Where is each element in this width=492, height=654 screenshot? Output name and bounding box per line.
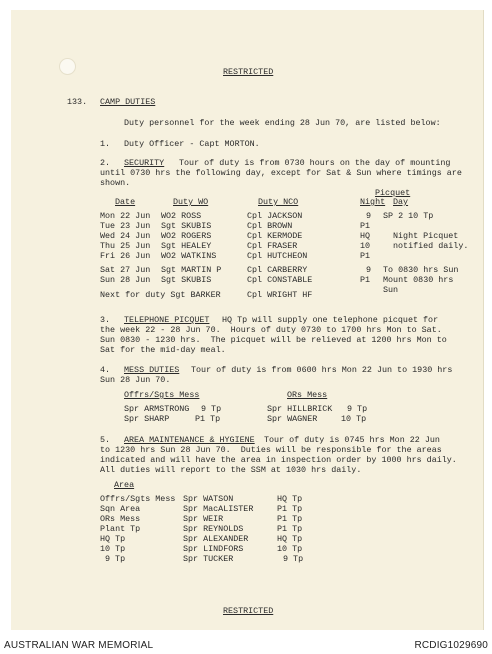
table-row-wo: WO2 WATKINS	[161, 251, 217, 261]
duty-officer-number: 1.	[100, 139, 111, 149]
table-row-wo: Sgt SKUBIS	[161, 275, 212, 285]
table-row-night: P1	[360, 221, 371, 231]
punch-hole	[59, 58, 76, 75]
list-item-tp: 10 Tp	[341, 414, 367, 424]
table-row-wo: Sgt HEALEY	[161, 241, 212, 251]
table-row-date: Tue 23 Jun	[100, 221, 151, 231]
next-for-duty-nco: Cpl WRIGHT HF	[247, 290, 313, 300]
table-row-note: To 0830 hrs Sun	[383, 265, 459, 275]
table-row-nco: Cpl BROWN	[247, 221, 293, 231]
col-duty-nco: Duty NCO	[258, 197, 299, 207]
security-title: SECURITY	[124, 158, 165, 168]
col-date: Date	[115, 197, 136, 207]
table-row-area: Plant Tp	[100, 524, 141, 534]
table-row-name: Spr WEIR	[183, 514, 224, 524]
next-for-duty: Next for duty Sgt BARKER	[100, 290, 221, 300]
telephone-line-3: Sun 0830 - 1230 hrs. The picquet will be relieved at 1200 hrs Mon to	[100, 335, 447, 345]
table-row-note: notified daily.	[393, 241, 469, 251]
area-line-4: All duties will report to the SSM at 1030 hrs daily.	[100, 465, 362, 475]
mess-col1-header: Offrs/Sgts Mess	[124, 390, 200, 400]
area-col-header: Area	[114, 480, 135, 490]
table-row-name: Spr MacALISTER	[183, 504, 254, 514]
telephone-line-1: HQ Tp will supply one telephone picquet for	[222, 315, 439, 325]
list-item-tp: P1 Tp	[195, 414, 221, 424]
table-row-nco: Cpl CARBERRY	[247, 265, 308, 275]
area-line-3: indicated and will have the area in inspection order by 1000 hrs daily.	[100, 455, 457, 465]
section-title: CAMP DUTIES	[100, 97, 156, 107]
list-item: Spr ARMSTRONG	[124, 404, 190, 414]
table-row-tp: HQ Tp	[277, 494, 303, 504]
table-row-tp: P1 Tp	[277, 524, 303, 534]
table-row-date: Sat 27 Jun	[100, 265, 151, 275]
table-row-area: Sqn Area	[100, 504, 141, 514]
list-item: Spr HILLBRICK	[267, 404, 333, 414]
mess-line-1: Tour of duty is from 0600 hrs Mon 22 Jun to 1930 hrs	[191, 365, 453, 375]
col-day: Day	[393, 197, 409, 207]
table-row-nco: Cpl CONSTABLE	[247, 275, 313, 285]
mess-number: 4.	[100, 365, 111, 375]
table-row-night: 9	[366, 265, 372, 275]
table-row-nco: Cpl JACKSON	[247, 211, 303, 221]
mess-title: MESS DUTIES	[124, 365, 180, 375]
table-row-night: 9	[366, 211, 372, 221]
duty-officer-text: Duty Officer - Capt MORTON.	[124, 139, 260, 149]
security-number: 2.	[100, 158, 111, 168]
table-row-date: Thu 25 Jun	[100, 241, 151, 251]
section-intro: Duty personnel for the week ending 28 Jun 70, are listed below:	[124, 118, 441, 128]
table-row-name: Spr TUCKER	[183, 554, 234, 564]
table-row-night: P1	[360, 275, 371, 285]
table-row-date: Fri 26 Jun	[100, 251, 151, 261]
table-row-nco: Cpl HUTCHEON	[247, 251, 308, 261]
table-row-tp: 9 Tp	[283, 554, 304, 564]
table-row-name: Spr ALEXANDER	[183, 534, 249, 544]
table-row-tp: 10 Tp	[277, 544, 303, 554]
area-line-2: to 1230 hrs Sun 28 Jun 70. Duties will be responsible for the areas	[100, 445, 442, 455]
section-number: 133.	[67, 97, 88, 107]
table-row-tp: HQ Tp	[277, 534, 303, 544]
table-row-date: Mon 22 Jun	[100, 211, 151, 221]
table-row-wo: WO2 ROSS	[161, 211, 202, 221]
mess-line-2: Sun 28 Jun 70.	[100, 375, 171, 385]
archive-credit: AUSTRALIAN WAR MEMORIAL	[4, 640, 154, 651]
col-night: Night	[360, 197, 386, 207]
table-row-tp: P1 Tp	[277, 504, 303, 514]
list-item-tp: 9 Tp	[201, 404, 222, 414]
piquet-header: Picquet	[375, 188, 411, 198]
table-row-name: Spr LINDFORS	[183, 544, 244, 554]
mess-col2-header: ORs Mess	[287, 390, 328, 400]
table-row-note: Mount 0830 hrs	[383, 275, 454, 285]
list-item: Spr WAGNER	[267, 414, 318, 424]
archive-id: RCDIG1029690	[414, 640, 488, 651]
security-text-3: shown.	[100, 178, 131, 188]
table-row-note-cont: Sun	[383, 285, 399, 295]
area-title: AREA MAINTENANCE & HYGIENE	[124, 435, 255, 445]
telephone-line-4: Sat for the mid-day meal.	[100, 345, 226, 355]
telephone-title: TELEPHONE PICQUET	[124, 315, 210, 325]
table-row-area: ORs Mess	[100, 514, 141, 524]
header-marking: RESTRICTED	[223, 67, 274, 77]
col-duty-wo: Duty WO	[173, 197, 209, 207]
table-row-night: HQ	[360, 231, 371, 241]
table-row-note: SP 2 10 Tp	[383, 211, 434, 221]
table-row-date: Wed 24 Jun	[100, 231, 151, 241]
area-line-1: Tour of duty is 0745 hrs Mon 22 Jun	[264, 435, 440, 445]
table-row-area: 10 Tp	[100, 544, 126, 554]
footer-marking: RESTRICTED	[223, 606, 274, 616]
table-row-nco: Cpl FRASER	[247, 241, 298, 251]
table-row-note: Night Picquet	[393, 231, 459, 241]
list-item-tp: 9 Tp	[347, 404, 368, 414]
table-row-date: Sun 28 Jun	[100, 275, 151, 285]
telephone-line-2: the week 22 - 28 Jun 70. Hours of duty 0730 to 1700 hrs Mon to Sat.	[100, 325, 442, 335]
table-row-tp: P1 Tp	[277, 514, 303, 524]
table-row-nco: Cpl KERMODE	[247, 231, 303, 241]
table-row-area: HQ Tp	[100, 534, 126, 544]
table-row-wo: WO2 ROGERS	[161, 231, 212, 241]
table-row-name: Spr WATSON	[183, 494, 234, 504]
table-row-name: Spr REYNOLDS	[183, 524, 244, 534]
table-row-area: Offrs/Sgts Mess	[100, 494, 176, 504]
telephone-number: 3.	[100, 315, 111, 325]
table-row-night: P1	[360, 251, 371, 261]
list-item: Spr SHARP	[124, 414, 170, 424]
security-text-1: Tour of duty is from 0730 hours on the day of mounting	[179, 158, 451, 168]
table-row-night: 10	[360, 241, 371, 251]
security-text-2: until 0730 hrs the following day, except for Sat & Sun where timings are	[100, 168, 462, 178]
table-row-wo: Sgt SKUBIS	[161, 221, 212, 231]
document-page	[11, 10, 484, 630]
table-row-area: 9 Tp	[105, 554, 126, 564]
area-number: 5.	[100, 435, 111, 445]
table-row-wo: Sgt MARTIN P	[161, 265, 222, 275]
